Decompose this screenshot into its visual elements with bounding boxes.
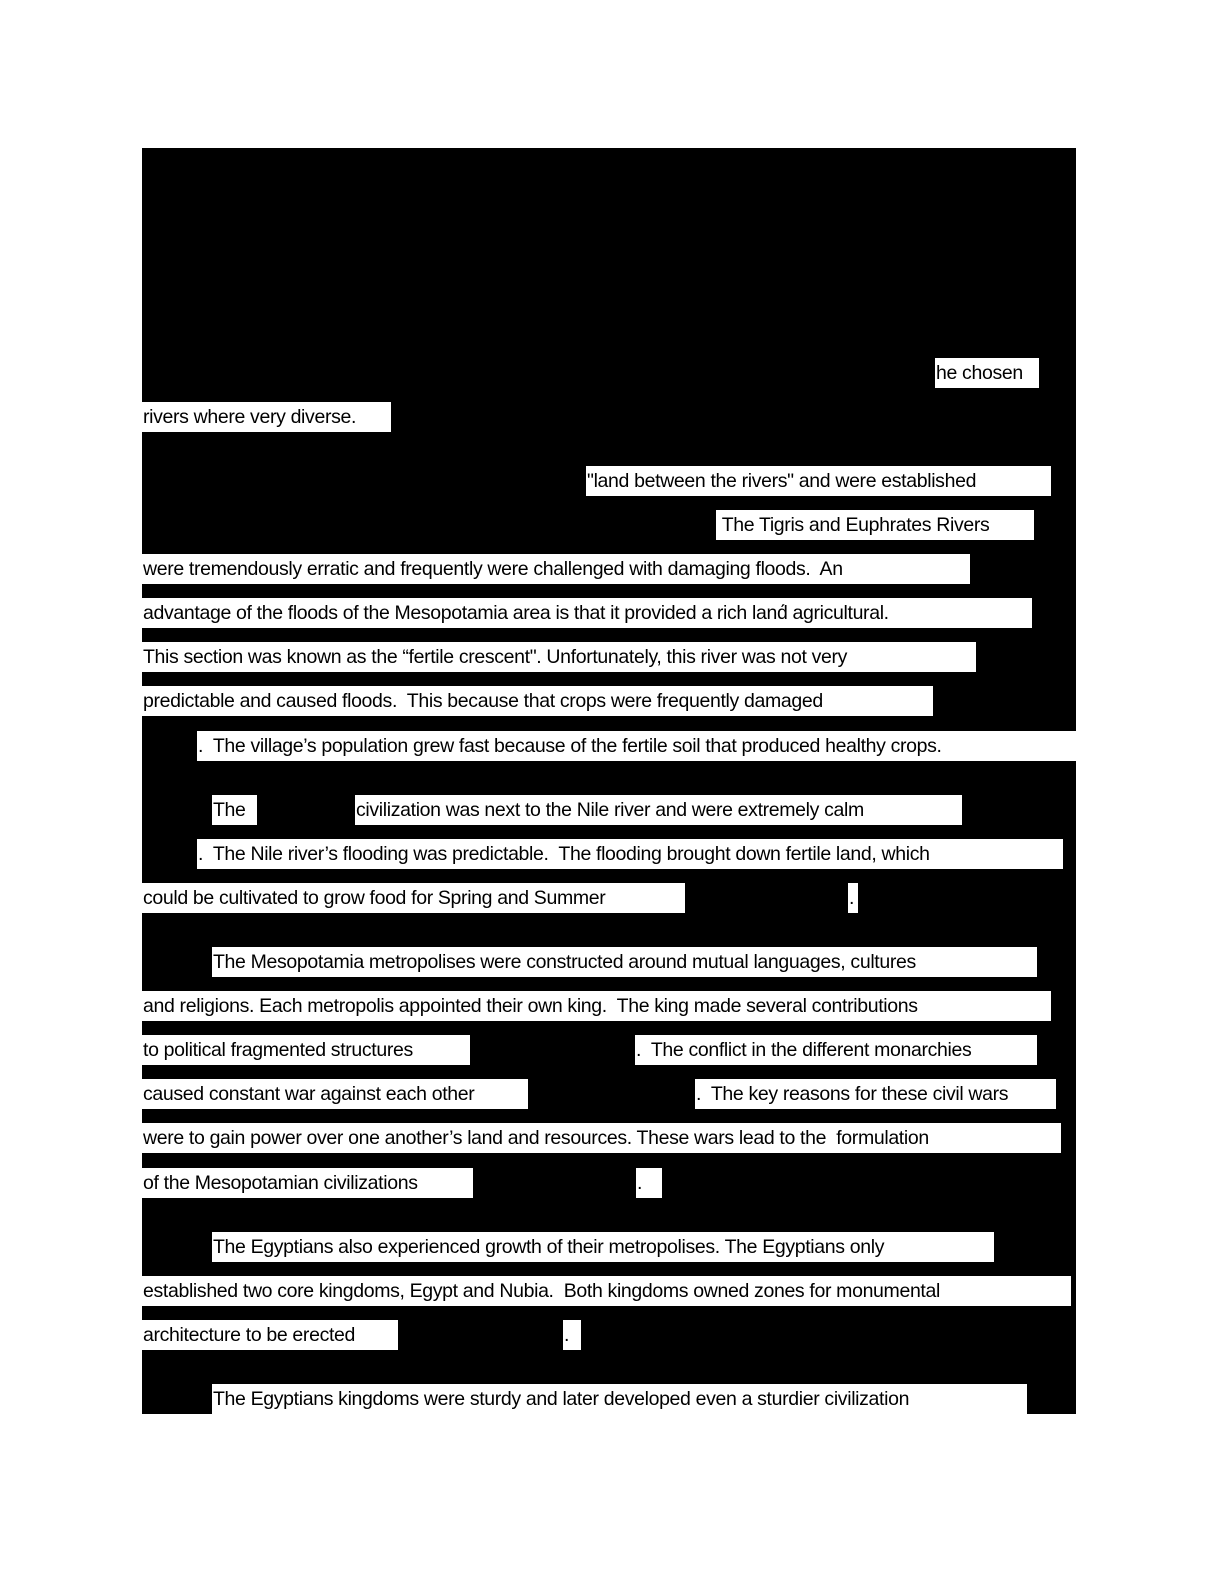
text-line: This section was known as the “fertile crescent". Unfortunately, this river was not very	[142, 642, 976, 672]
text-line: of the Mesopotamian civilizations	[142, 1168, 473, 1198]
text-line: .	[848, 883, 858, 913]
text-line: rivers where very diverse.	[142, 402, 391, 432]
text-line: The Mesopotamia metropolises were constructed around mutual languages, cultures	[212, 947, 1037, 977]
text-line: and religions. Each metropolis appointed their own king. The king made several contributions	[142, 991, 1051, 1021]
text-line: . The key reasons for these civil wars	[695, 1079, 1056, 1109]
text-line: were tremendously erratic and frequently were challenged with damaging floods. An	[142, 554, 970, 584]
text-line: .	[636, 1168, 662, 1198]
text-line: established two core kingdoms, Egypt and Nubia. Both kingdoms owned zones for monumental	[142, 1276, 1071, 1306]
text-line: . The Nile river’s flooding was predictable. The flooding brought down fertile land, which	[197, 839, 1063, 869]
text-line: advantage of the floods of the Mesopotamia area is that it provided a rich land́ agricultural.	[142, 598, 1032, 628]
text-line: The	[212, 795, 257, 825]
text-line: The Egyptians also experienced growth of their metropolises. The Egyptians only	[212, 1232, 994, 1262]
text-line: . The conflict in the different monarchies	[635, 1035, 1037, 1065]
redaction-block	[142, 148, 1076, 1414]
text-line: he chosen	[935, 358, 1039, 388]
text-line: The Egyptians kingdoms were sturdy and later developed even a sturdier civilization	[212, 1384, 1027, 1414]
text-line: caused constant war against each other	[142, 1079, 528, 1109]
text-line: to political fragmented structures	[142, 1035, 470, 1065]
text-line: "land between the rivers" and were established	[586, 466, 1051, 496]
text-line: The Tigris and Euphrates Rivers	[716, 510, 1034, 540]
text-line: civilization was next to the Nile river and were extremely calm	[355, 795, 962, 825]
text-line: were to gain power over one another’s land and resources. These wars lead to the formulation	[142, 1123, 1061, 1153]
text-line: predictable and caused floods. This because that crops were frequently damaged	[142, 686, 933, 716]
text-line: could be cultivated to grow food for Spring and Summer	[142, 883, 685, 913]
text-line: architecture to be erected	[142, 1320, 398, 1350]
text-line: . The village’s population grew fast because of the fertile soil that produced healthy crops.	[197, 731, 1076, 761]
text-line: .	[563, 1320, 581, 1350]
